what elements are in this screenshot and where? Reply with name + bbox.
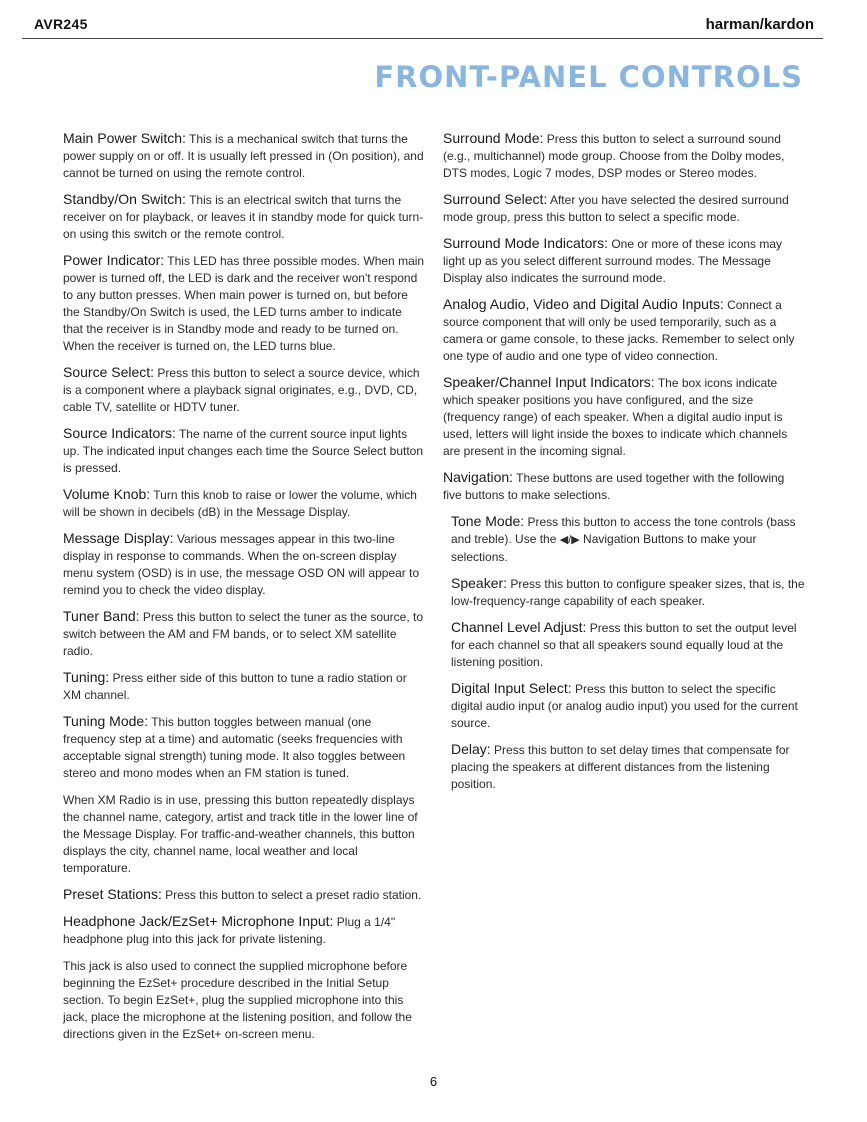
entry-text: Press this button to select a preset radio station. <box>161 888 422 902</box>
entry-text: Navigation Buttons to make your selections. <box>451 532 757 564</box>
entry-surround-mode <box>443 130 805 182</box>
entry-text: This LED has three possible modes. When main power is turned off, the LED is dark and the receiver won't respond to any button presses. When main power is turned on, but before the Standby/On Switch is used, the LED turns amber to indicate that the receiver is in Standby mode and ready to be turned on. When the receiver is turned on, the LED turns blue. <box>63 254 425 353</box>
entry-surround-select <box>443 191 805 226</box>
entry-term: Digital Input Select: <box>451 680 572 696</box>
entry-volume-knob <box>63 486 425 521</box>
entry-tone-mode <box>451 513 805 566</box>
entry-message-display <box>63 530 425 599</box>
entry-term: Tuning: <box>63 669 110 685</box>
entry-text: Press this button to select a source device, which is a component where a playback signal originates, e.g., DVD, CD, cable TV, satellite or HDTV tuner. <box>63 366 420 414</box>
entry-channel-level-adjust <box>451 619 805 671</box>
entry-text: Press this button to select the tuner as the source, to switch between the AM and FM bands, or to select XM satellite radio. <box>63 610 424 658</box>
entry-source-indicators <box>63 425 425 477</box>
entry-text: After you have selected the desired surround mode group, press this button to select a specific mode. <box>443 193 789 224</box>
entry-term: Standby/On Switch: <box>63 191 186 207</box>
entry-headphone-jack <box>63 913 425 948</box>
entry-term: Surround Mode Indicators: <box>443 235 608 251</box>
entry-text: When XM Radio is in use, pressing this button repeatedly displays the channel name, category, artist and track title in the lower line of the Message Display. For traffic-and-weather channels, this button displays the city, channel name, local weather and local temporature. <box>63 793 418 875</box>
entry-text: Turn this knob to raise or lower the volume, which will be shown in decibels (dB) in the Message Display. <box>63 488 417 519</box>
entry-text: Press this button to select a surround sound (e.g., multichannel) mode group. Choose from the Dolby modes, DTS modes, Logic 7 modes, DSP modes or Stereo modes. <box>443 132 785 180</box>
entry-term: Tone Mode: <box>451 513 525 529</box>
entry-standby-on-switch <box>63 191 425 243</box>
entry-text: One or more of these icons may light up as you select different surround modes. The Message Display also indicates the surround mode. <box>443 237 783 285</box>
entry-speaker-channel-indicators <box>443 374 805 460</box>
entry-navigation <box>443 469 805 504</box>
right-column <box>443 130 805 802</box>
entry-text: This is an electrical switch that turns the receiver on for playback, or leaves it in standby mode for quick turn-on using this switch or the remote control. <box>63 193 424 241</box>
entry-term: Headphone Jack/EzSet+ Microphone Input: <box>63 913 334 929</box>
entry-term: Tuning Mode: <box>63 713 149 729</box>
entry-power-indicator <box>63 252 425 355</box>
entry-surround-mode-indicators <box>443 235 805 287</box>
entry-term: Surround Select: <box>443 191 548 207</box>
model-name: AVR245 <box>34 16 88 32</box>
brand-logo: harman/kardon <box>705 16 814 33</box>
entry-term: Delay: <box>451 741 491 757</box>
entry-text: The box icons indicate which speaker positions you have configured, and the size (frequency range) of each speaker. When a digital audio input is used, letters will light inside the boxes to indicate which channels are present in the incoming signal. <box>443 376 788 458</box>
entry-analog-digital-inputs <box>443 296 805 365</box>
header-rule <box>22 38 823 39</box>
entry-speaker <box>451 575 805 610</box>
entry-term: Analog Audio, Video and Digital Audio Inputs: <box>443 296 724 312</box>
entry-text: This button toggles between manual (one frequency step at a time) and automatic (seeks frequencies with acceptable signal strength) tuning mode. It also toggles between stereo and mono modes when an FM station is tuned. <box>63 715 406 780</box>
entry-text: Press this button to set the output level for each channel so that all speakers sound equally loud at the listening position. <box>451 621 797 669</box>
entry-xm-radio-note <box>63 791 425 877</box>
entry-term: Volume Knob: <box>63 486 151 502</box>
entry-text: Plug a 1/4" headphone plug into this jack for private listening. <box>63 915 396 946</box>
entry-tuning <box>63 669 425 704</box>
entry-text: This is a mechanical switch that turns the power supply on or off. It is usually left pressed in (On position), and cannot be turned on using the remote control. <box>63 132 424 180</box>
left-column <box>63 130 425 1052</box>
page-header <box>22 16 822 38</box>
entry-text: These buttons are used together with the following five buttons to make selections. <box>443 471 785 502</box>
entry-term: Surround Mode: <box>443 130 544 146</box>
entry-text: Various messages appear in this two-line display in response to commands. When the on-screen display menu system (OSD) is in use, the message OSD ON will appear to remind you to check the video display. <box>63 532 420 597</box>
entry-text: Connect a source component that will only be used temporarily, such as a camera or game console, to these jacks. Remember to select only one type of audio and one type of video connection. <box>443 298 795 363</box>
entry-tuning-mode <box>63 713 425 782</box>
entry-delay <box>451 741 805 793</box>
entry-text: Press either side of this button to tune a radio station or XM channel. <box>63 671 407 702</box>
entry-digital-input-select <box>451 680 805 732</box>
entry-term: Speaker: <box>451 575 508 591</box>
entry-term: Preset Stations: <box>63 886 162 902</box>
entry-text: Press this button to set delay times that compensate for placing the speakers at different distances from the listening position. <box>451 743 790 791</box>
left-right-arrows-icon: ◀/▶ <box>559 534 580 546</box>
entry-text: Press this button to select the specific digital audio input (or analog audio input) you used for the current source. <box>451 682 798 730</box>
entry-preset-stations <box>63 886 425 904</box>
page-title: FRONT-PANEL CONTROLS <box>374 60 803 94</box>
entry-text: Press this button to access the tone controls (bass and treble). Use the <box>451 515 796 546</box>
entry-ezset-note <box>63 957 425 1043</box>
entry-term: Navigation: <box>443 469 514 485</box>
entry-term: Tuner Band: <box>63 608 140 624</box>
entry-term: Main Power Switch: <box>63 130 186 146</box>
entry-term: Source Indicators: <box>63 425 176 441</box>
page-number: 6 <box>429 1074 438 1089</box>
entry-text: The name of the current source input lights up. The indicated input changes each time the Source Select button is pressed. <box>63 427 424 475</box>
entry-source-select <box>63 364 425 416</box>
entry-term: Channel Level Adjust: <box>451 619 587 635</box>
entry-term: Source Select: <box>63 364 155 380</box>
entry-text: Press this button to configure speaker sizes, that is, the low-frequency-range capability of each speaker. <box>451 577 805 608</box>
entry-tuner-band <box>63 608 425 660</box>
entry-text: This jack is also used to connect the supplied microphone before beginning the EzSet+ procedure described in the Initial Setup section. To begin EzSet+, plug the supplied microphone into this jack, place the microphone at the listening position, and follow the directions given in the EzSet+ on-screen menu. <box>63 959 412 1041</box>
entry-term: Speaker/Channel Input Indicators: <box>443 374 655 390</box>
entry-term: Message Display: <box>63 530 174 546</box>
entry-term: Power Indicator: <box>63 252 165 268</box>
entry-main-power-switch <box>63 130 425 182</box>
